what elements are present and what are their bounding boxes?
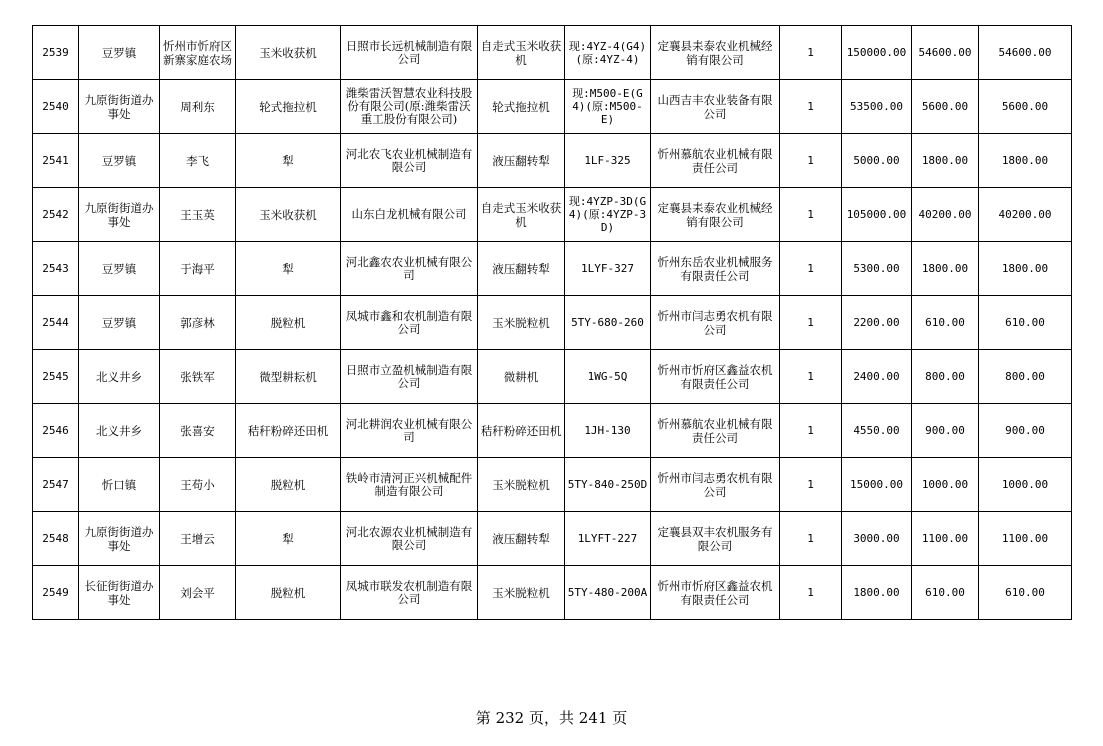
cell-machine-category: 微型耕耘机 <box>236 350 341 404</box>
cell-manufacturer: 日照市立盈机械制造有限公司 <box>341 350 478 404</box>
table-row <box>33 242 1072 296</box>
cell-total-subsidy: 1800.00 <box>979 242 1072 296</box>
cell-quantity: 1 <box>780 80 842 134</box>
cell-owner: 郭彦林 <box>160 296 236 350</box>
cell-total-subsidy: 900.00 <box>979 404 1072 458</box>
cell-machine-category: 脱粒机 <box>236 458 341 512</box>
cell-sale-price: 150000.00 <box>842 26 912 80</box>
cell-sale-price: 3000.00 <box>842 512 912 566</box>
cell-machine-category: 犁 <box>236 242 341 296</box>
cell-owner: 忻州市忻府区新寨家庭农场 <box>160 26 236 80</box>
cell-serial-number: 2549 <box>33 566 79 620</box>
cell-owner: 张铁军 <box>160 350 236 404</box>
cell-manufacturer: 河北耕润农业机械有限公司 <box>341 404 478 458</box>
cell-township: 忻口镇 <box>79 458 160 512</box>
table-row <box>33 512 1072 566</box>
cell-owner: 王苟小 <box>160 458 236 512</box>
cell-subsidy-amount: 1000.00 <box>912 458 979 512</box>
cell-manufacturer: 潍柴雷沃智慧农业科技股份有限公司(原:潍柴雷沃重工股份有限公司) <box>341 80 478 134</box>
cell-model: 现:4YZ-4(G4)(原:4YZ-4) <box>565 26 651 80</box>
cell-model: 现:4YZP-3D(G4)(原:4YZP-3D) <box>565 188 651 242</box>
cell-manufacturer: 山东白龙机械有限公司 <box>341 188 478 242</box>
cell-subsidy-amount: 40200.00 <box>912 188 979 242</box>
cell-model: 现:M500-E(G4)(原:M500-E) <box>565 80 651 134</box>
cell-product-name: 秸秆粉碎还田机 <box>478 404 565 458</box>
cell-subsidy-amount: 610.00 <box>912 296 979 350</box>
cell-dealer: 忻州东岳农业机械服务有限责任公司 <box>651 242 780 296</box>
cell-dealer: 忻州市闫志勇农机有限公司 <box>651 458 780 512</box>
cell-subsidy-amount: 5600.00 <box>912 80 979 134</box>
table-body <box>33 26 1072 620</box>
cell-machine-category: 犁 <box>236 512 341 566</box>
cell-machine-category: 脱粒机 <box>236 566 341 620</box>
footer-page-number: 232 <box>495 709 525 727</box>
cell-dealer: 忻州市忻府区鑫益农机有限责任公司 <box>651 350 780 404</box>
cell-serial-number: 2546 <box>33 404 79 458</box>
cell-sale-price: 5300.00 <box>842 242 912 296</box>
cell-owner: 周利东 <box>160 80 236 134</box>
cell-sale-price: 2200.00 <box>842 296 912 350</box>
cell-township: 豆罗镇 <box>79 296 160 350</box>
cell-owner: 王玉英 <box>160 188 236 242</box>
cell-serial-number: 2544 <box>33 296 79 350</box>
cell-sale-price: 15000.00 <box>842 458 912 512</box>
table-row <box>33 296 1072 350</box>
cell-model: 5TY-840-250D <box>565 458 651 512</box>
cell-quantity: 1 <box>780 458 842 512</box>
cell-subsidy-amount: 800.00 <box>912 350 979 404</box>
cell-dealer: 定襄县双丰农机服务有限公司 <box>651 512 780 566</box>
cell-sale-price: 1800.00 <box>842 566 912 620</box>
cell-model: 1LYFT-227 <box>565 512 651 566</box>
cell-total-subsidy: 54600.00 <box>979 26 1072 80</box>
footer-total-pages: 241 <box>578 709 608 727</box>
cell-subsidy-amount: 54600.00 <box>912 26 979 80</box>
cell-machine-category: 轮式拖拉机 <box>236 80 341 134</box>
table-row <box>33 458 1072 512</box>
cell-machine-category: 秸秆粉碎还田机 <box>236 404 341 458</box>
cell-model: 1JH-130 <box>565 404 651 458</box>
cell-total-subsidy: 610.00 <box>979 296 1072 350</box>
cell-owner: 于海平 <box>160 242 236 296</box>
cell-dealer: 定襄县耒泰农业机械经销有限公司 <box>651 188 780 242</box>
cell-sale-price: 2400.00 <box>842 350 912 404</box>
cell-quantity: 1 <box>780 242 842 296</box>
cell-model: 1LYF-327 <box>565 242 651 296</box>
footer-prefix: 第 <box>475 709 491 727</box>
cell-township: 九原街街道办事处 <box>79 512 160 566</box>
page-footer <box>0 707 1103 728</box>
footer-middle: 页，共 <box>528 709 574 727</box>
cell-dealer: 定襄县耒泰农业机械经销有限公司 <box>651 26 780 80</box>
cell-subsidy-amount: 610.00 <box>912 566 979 620</box>
cell-serial-number: 2543 <box>33 242 79 296</box>
cell-subsidy-amount: 1800.00 <box>912 134 979 188</box>
cell-owner: 李飞 <box>160 134 236 188</box>
cell-model: 1WG-5Q <box>565 350 651 404</box>
footer-suffix: 页 <box>612 709 628 727</box>
cell-product-name: 液压翻转犁 <box>478 242 565 296</box>
cell-total-subsidy: 1800.00 <box>979 134 1072 188</box>
cell-manufacturer: 日照市长远机械制造有限公司 <box>341 26 478 80</box>
cell-township: 豆罗镇 <box>79 26 160 80</box>
cell-quantity: 1 <box>780 350 842 404</box>
cell-total-subsidy: 1100.00 <box>979 512 1072 566</box>
cell-township: 北义井乡 <box>79 404 160 458</box>
cell-product-name: 玉米脱粒机 <box>478 296 565 350</box>
cell-township: 北义井乡 <box>79 350 160 404</box>
cell-machine-category: 玉米收获机 <box>236 26 341 80</box>
cell-product-name: 自走式玉米收获机 <box>478 26 565 80</box>
cell-serial-number: 2539 <box>33 26 79 80</box>
cell-total-subsidy: 610.00 <box>979 566 1072 620</box>
cell-model: 1LF-325 <box>565 134 651 188</box>
cell-serial-number: 2545 <box>33 350 79 404</box>
cell-township: 长征街街道办事处 <box>79 566 160 620</box>
cell-township: 九原街街道办事处 <box>79 80 160 134</box>
cell-quantity: 1 <box>780 404 842 458</box>
cell-dealer: 忻州慕航农业机械有限责任公司 <box>651 404 780 458</box>
table-row <box>33 80 1072 134</box>
cell-serial-number: 2548 <box>33 512 79 566</box>
cell-owner: 刘会平 <box>160 566 236 620</box>
cell-total-subsidy: 5600.00 <box>979 80 1072 134</box>
cell-sale-price: 53500.00 <box>842 80 912 134</box>
table-row <box>33 404 1072 458</box>
cell-manufacturer: 铁岭市清河正兴机械配件制造有限公司 <box>341 458 478 512</box>
cell-dealer: 忻州市闫志勇农机有限公司 <box>651 296 780 350</box>
cell-model: 5TY-680-260 <box>565 296 651 350</box>
cell-sale-price: 105000.00 <box>842 188 912 242</box>
cell-dealer: 忻州慕航农业机械有限责任公司 <box>651 134 780 188</box>
cell-sale-price: 4550.00 <box>842 404 912 458</box>
cell-product-name: 玉米脱粒机 <box>478 566 565 620</box>
cell-manufacturer: 凤城市联发农机制造有限公司 <box>341 566 478 620</box>
table-row <box>33 566 1072 620</box>
cell-dealer: 山西吉丰农业装备有限公司 <box>651 80 780 134</box>
cell-total-subsidy: 800.00 <box>979 350 1072 404</box>
cell-total-subsidy: 40200.00 <box>979 188 1072 242</box>
cell-model: 5TY-480-200A <box>565 566 651 620</box>
cell-township: 九原街街道办事处 <box>79 188 160 242</box>
cell-quantity: 1 <box>780 296 842 350</box>
cell-subsidy-amount: 1800.00 <box>912 242 979 296</box>
table-row <box>33 188 1072 242</box>
cell-subsidy-amount: 1100.00 <box>912 512 979 566</box>
cell-serial-number: 2540 <box>33 80 79 134</box>
cell-product-name: 自走式玉米收获机 <box>478 188 565 242</box>
cell-owner: 张喜安 <box>160 404 236 458</box>
table-row <box>33 350 1072 404</box>
cell-serial-number: 2541 <box>33 134 79 188</box>
cell-sale-price: 5000.00 <box>842 134 912 188</box>
cell-manufacturer: 凤城市鑫和农机制造有限公司 <box>341 296 478 350</box>
cell-quantity: 1 <box>780 566 842 620</box>
cell-product-name: 微耕机 <box>478 350 565 404</box>
table-row <box>33 134 1072 188</box>
cell-owner: 王增云 <box>160 512 236 566</box>
cell-serial-number: 2547 <box>33 458 79 512</box>
cell-township: 豆罗镇 <box>79 134 160 188</box>
cell-total-subsidy: 1000.00 <box>979 458 1072 512</box>
cell-product-name: 轮式拖拉机 <box>478 80 565 134</box>
cell-manufacturer: 河北农源农业机械制造有限公司 <box>341 512 478 566</box>
cell-subsidy-amount: 900.00 <box>912 404 979 458</box>
subsidy-table <box>32 25 1072 620</box>
cell-quantity: 1 <box>780 134 842 188</box>
cell-product-name: 液压翻转犁 <box>478 512 565 566</box>
table-row <box>33 26 1072 80</box>
cell-machine-category: 玉米收获机 <box>236 188 341 242</box>
cell-product-name: 液压翻转犁 <box>478 134 565 188</box>
cell-quantity: 1 <box>780 188 842 242</box>
cell-machine-category: 脱粒机 <box>236 296 341 350</box>
cell-manufacturer: 河北农飞农业机械制造有限公司 <box>341 134 478 188</box>
cell-product-name: 玉米脱粒机 <box>478 458 565 512</box>
cell-township: 豆罗镇 <box>79 242 160 296</box>
cell-quantity: 1 <box>780 512 842 566</box>
cell-machine-category: 犁 <box>236 134 341 188</box>
cell-manufacturer: 河北鑫农农业机械有限公司 <box>341 242 478 296</box>
cell-serial-number: 2542 <box>33 188 79 242</box>
cell-quantity: 1 <box>780 26 842 80</box>
cell-dealer: 忻州市忻府区鑫益农机有限责任公司 <box>651 566 780 620</box>
